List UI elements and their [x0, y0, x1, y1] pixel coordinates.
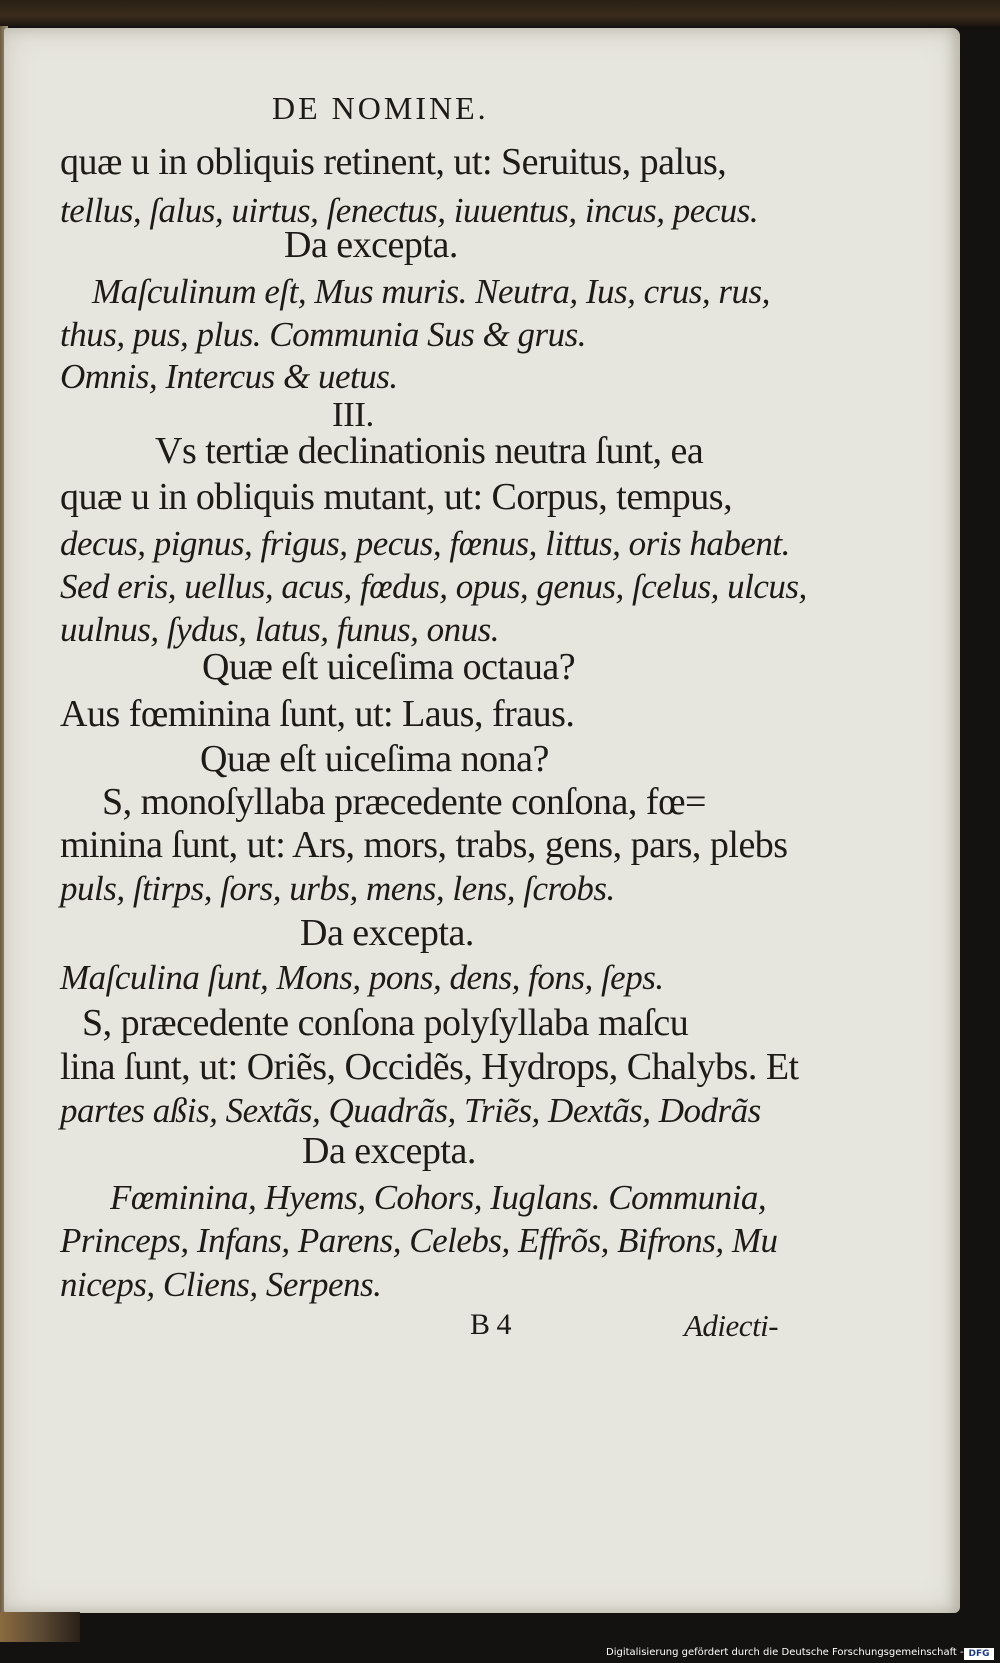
text-line-20: Maſculina ſunt, Mons, pons, dens, fons, ſeps.: [60, 958, 664, 997]
book-binding-corner: [0, 1612, 80, 1642]
text-line-9: quæ u in obliquis mutant, ut: Corpus, tempus,: [60, 476, 733, 518]
digitization-credit: Digitalisierung gefördert durch die Deutsche Forschungsgemeinschaft -: [606, 1647, 964, 1658]
text-line-6: Omnis, Intercus & uetus.: [60, 357, 398, 396]
text-line-10: decus, pignus, frigus, pecus, fœnus, littus, oris habent.: [60, 524, 790, 563]
signature-mark: B 4: [470, 1308, 512, 1341]
text-line-23: partes aßis, Sextãs, Quadrãs, Triẽs, Dextãs, Dodrãs: [60, 1091, 761, 1130]
question-heading-1: Quæ eſt uiceſima octaua?: [202, 646, 576, 688]
text-line-17: minina ſunt, ut: Ars, mors, trabs, gens, pars, plebs: [60, 824, 788, 866]
book-edge-top: [0, 0, 1000, 26]
text-line-22: lina ſunt, ut: Oriẽs, Occidẽs, Hydrops, Chalybs. Et: [60, 1046, 799, 1088]
text-line-14: Aus fœminina ſunt, ut: Laus, fraus.: [60, 693, 575, 735]
text-line-27: niceps, Cliens, Serpens.: [60, 1265, 382, 1304]
text-line-1: quæ u in obliquis retinent, ut: Seruitus, palus,: [60, 141, 727, 183]
running-head: DE NOMINE.: [272, 90, 489, 126]
text-line-21: S, præcedente conſona polyſyllaba maſcu: [82, 1002, 689, 1044]
catchword: Adiecti-: [684, 1308, 779, 1343]
text-line-2: tellus, ſalus, uirtus, ſenectus, iuuentus, incus, pecus.: [60, 191, 759, 230]
text-line-18: puls, ſtirps, ſors, urbs, mens, lens, ſcrobs.: [60, 869, 615, 908]
question-heading-2: Quæ eſt uiceſima nona?: [200, 738, 549, 780]
section-heading-1: Da excepta.: [284, 224, 458, 266]
text-line-11: Sed eris, uellus, acus, fœdus, opus, genus, ſcelus, ulcus,: [60, 567, 807, 606]
text-line-4: Maſculinum eſt, Mus muris. Neutra, Ius, crus, rus,: [92, 272, 770, 311]
dfg-logo: DFG: [964, 1648, 994, 1660]
text-line-8: Vs tertiæ declinationis neutra ſunt, ea: [155, 430, 704, 472]
text-line-26: Princeps, Infans, Parens, Celebs, Effrõs, Bifrons, Mu: [60, 1221, 778, 1260]
text-line-12: uulnus, ſydus, latus, funus, onus.: [60, 610, 500, 649]
section-heading-3: Da excepta.: [302, 1130, 476, 1172]
text-line-5: thus, pus, plus. Communia Sus & grus.: [60, 315, 587, 354]
section-heading-2: Da excepta.: [300, 912, 474, 954]
section-number-III: III.: [332, 395, 374, 434]
text-line-16: S, monoſyllaba præcedente conſona, fœ=: [102, 781, 706, 823]
text-line-25: Fœminina, Hyems, Cohors, Iuglans. Communia,: [110, 1178, 767, 1217]
